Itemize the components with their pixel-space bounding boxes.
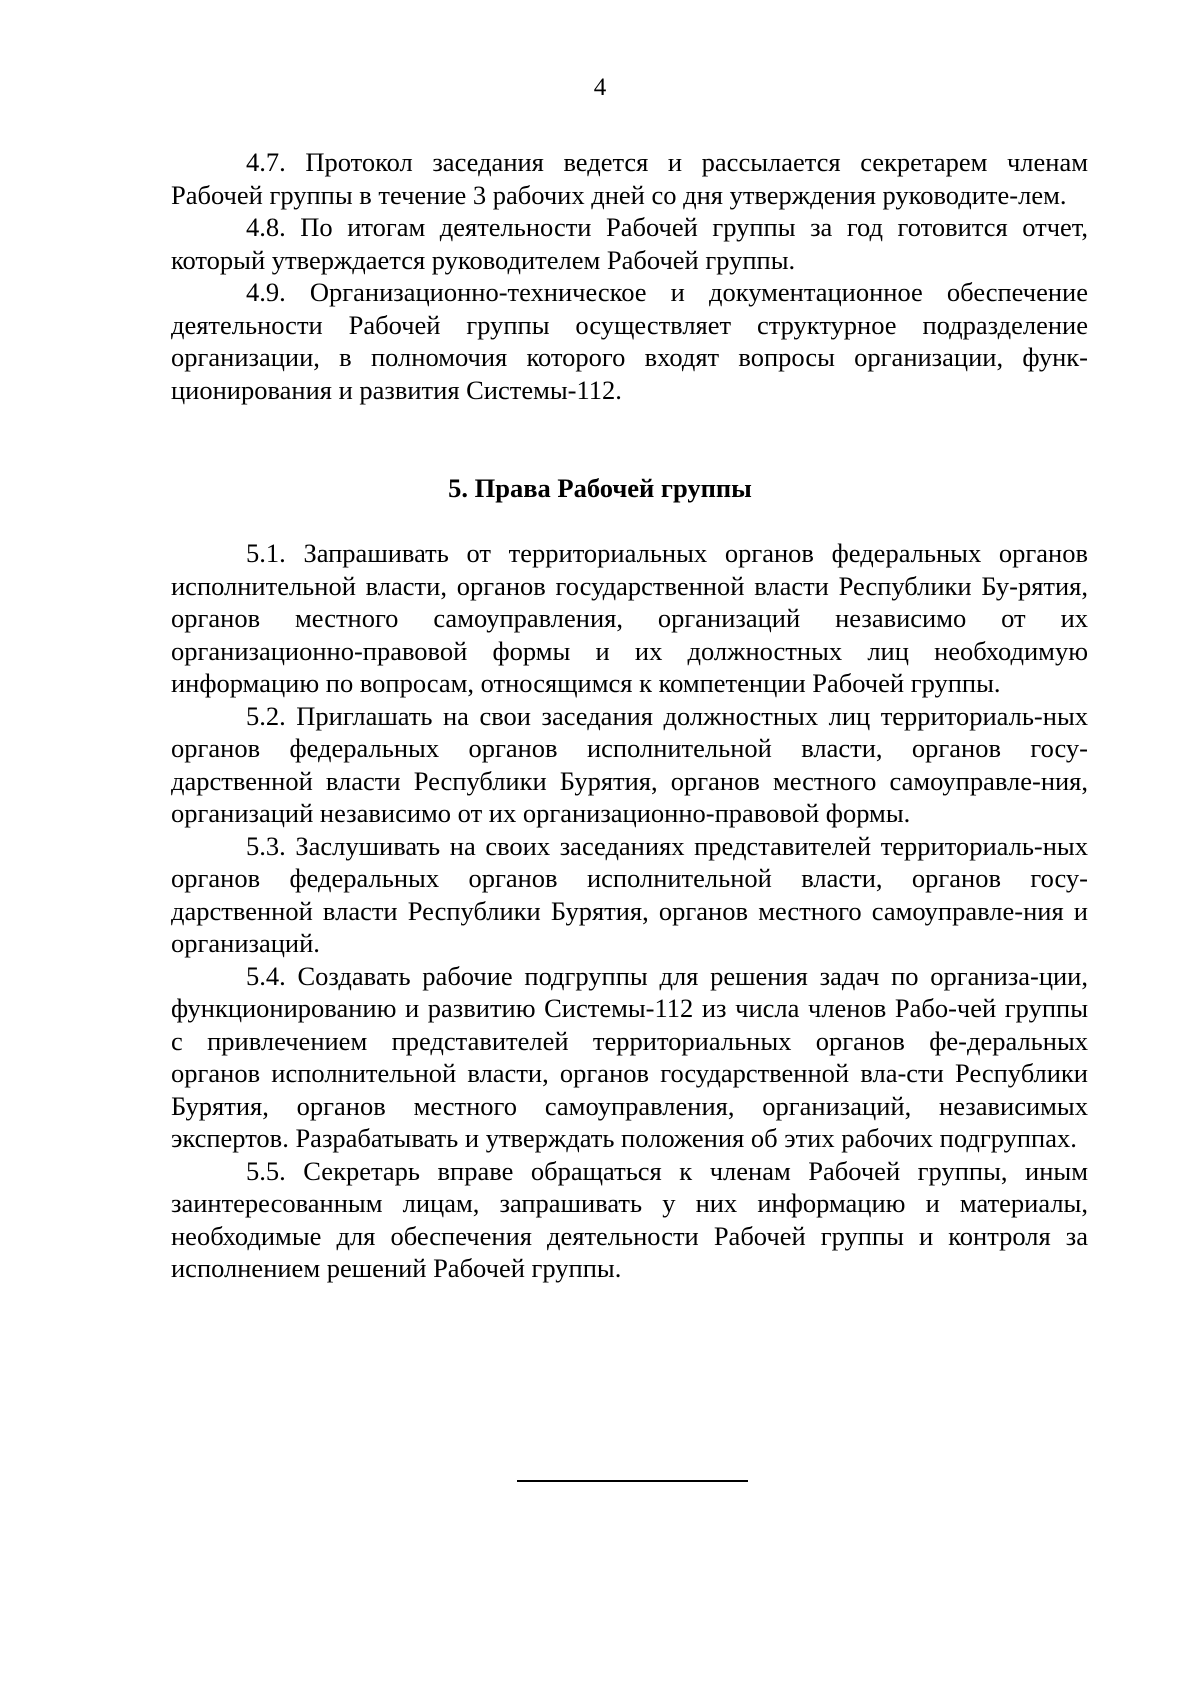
section-5-text [171,537,1088,1285]
paragraph-5-4: 5.4. Создавать рабочие подгруппы для решения задач по организа-ции, функционированию и развитию Системы-112 из числа членов Рабо-чей группы с привлечением представителей территориальных органов фе-деральных органов исполнительной власти, органов государственной вла-сти Республики Бурятия, органов местного самоуправления, организаций, независимых экспертов. Разрабатывать и утверждать положения об этих рабочих подгруппах. [171,960,1088,1153]
paragraph-5-1: 5.1. Запрашивать от территориальных органов федеральных органов исполнительной власти, органов государственной власти Республики Бу-рятия, органов местного самоуправления, организаций независимо от их организационно-правовой формы и их должностных лиц необходимую информацию по вопросам, относящимся к компетенции Рабочей группы. [171,538,1088,698]
paragraph-5-5: 5.5. Секретарь вправе обращаться к членам Рабочей группы, иным заинтересованным лицам, запрашивать у них информацию и материалы, необходимые для обеспечения деятельности Рабочей группы и контроля за исполнением решений Рабочей группы. [171,1155,1088,1283]
document-end-rule [517,1480,748,1482]
section-5-heading: 5. Права Рабочей группы [448,473,752,503]
section-4-text [171,146,1088,406]
paragraph-4-7: 4.7. Протокол заседания ведется и рассылается секретарем членам Рабочей группы в течение 3 рабочих дней со дня утверждения руководите-лем. [171,147,1088,210]
page-number: 4 [593,74,607,101]
paragraph-5-2: 5.2. Приглашать на свои заседания должностных лиц территориаль-ных органов федеральных органов исполнительной власти, органов госу-дарственной власти Республики Бурятия, органов местного самоуправле-ния, организаций независимо от их организационно-правовой формы. [171,700,1088,828]
paragraph-4-8: 4.8. По итогам деятельности Рабочей группы за год готовится отчет, который утверждается руководителем Рабочей группы. [171,212,1088,275]
paragraph-5-3: 5.3. Заслушивать на своих заседаниях представителей территориаль-ных органов федеральных органов исполнительной власти, органов госу-дарственной власти Республики Бурятия, органов местного самоуправле-ния и организаций. [171,830,1088,958]
paragraph-4-9: 4.9. Организационно-техническое и документационное обеспечение деятельности Рабочей группы осуществляет структурное подразделение организации, в полномочия которого входят вопросы организации, функ-ционирования и развития Системы-112. [171,277,1088,405]
